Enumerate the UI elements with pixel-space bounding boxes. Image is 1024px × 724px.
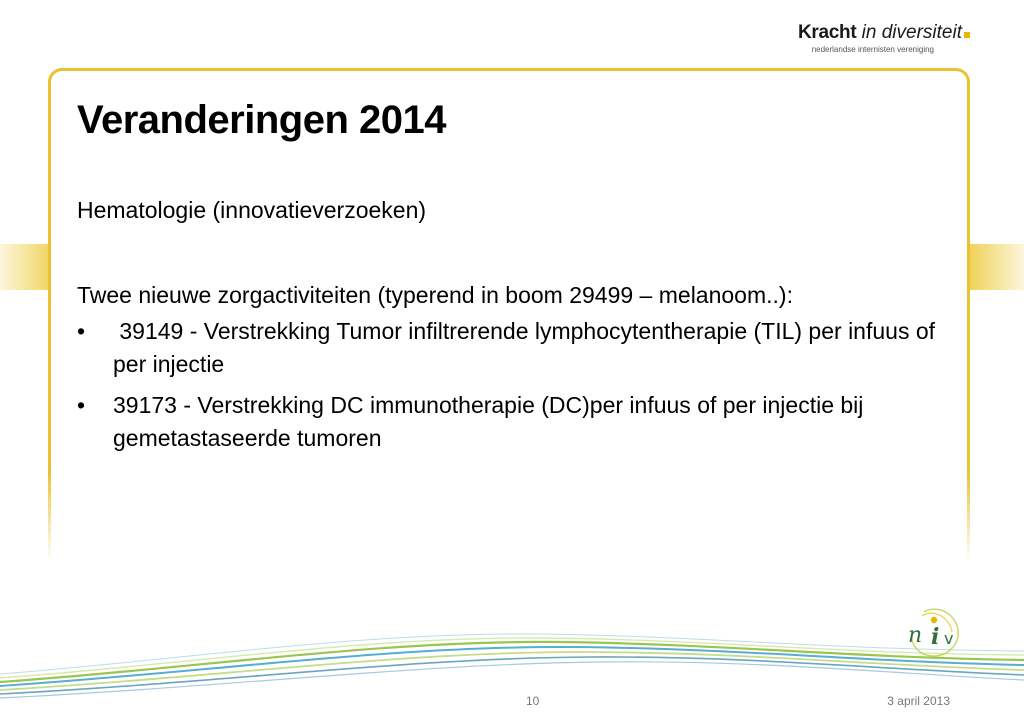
frame-fade	[40, 470, 980, 600]
slide-subtitle: Hematologie (innovatieverzoeken)	[77, 197, 427, 223]
bullet-icon: •	[77, 392, 86, 418]
slide-content	[77, 194, 942, 463]
brand-dot-icon	[964, 32, 970, 38]
slide-title: Veranderingen 2014	[77, 98, 446, 142]
slide-date: 3 april 2013	[887, 694, 950, 708]
svg-text:v: v	[944, 629, 954, 648]
list-item	[77, 315, 942, 381]
side-accent-right	[964, 244, 1024, 290]
bullet-icon: •	[77, 318, 86, 344]
brand-logo	[798, 22, 970, 54]
bullet-text: 39173 - Verstrekking DC immunotherapie (DC)per infuus of per injectie bij gemetastaseerde tumoren	[113, 392, 864, 451]
bullet-list	[77, 315, 942, 455]
brand-subtitle: nederlandse internisten vereniging	[811, 45, 934, 54]
bullet-text: 39149 - Verstrekking Tumor infiltrerende lymphocytentherapie (TIL) per infuus of per injectie	[113, 318, 942, 377]
brand-strong-text: Kracht	[798, 22, 857, 43]
decorative-waves	[0, 620, 1024, 700]
niv-logo-icon	[904, 606, 966, 658]
svg-text:i: i	[931, 624, 940, 650]
list-item	[77, 389, 937, 455]
slide-intro: Twee nieuwe zorgactiviteiten (typerend in boom 29499 – melanoom..):	[77, 282, 793, 308]
page-number: 10	[526, 694, 540, 708]
brand-light-text: in diversiteit	[861, 22, 962, 43]
wave-stroke	[0, 638, 1024, 678]
brand-wordmark	[798, 22, 970, 44]
svg-text:n: n	[908, 623, 923, 648]
